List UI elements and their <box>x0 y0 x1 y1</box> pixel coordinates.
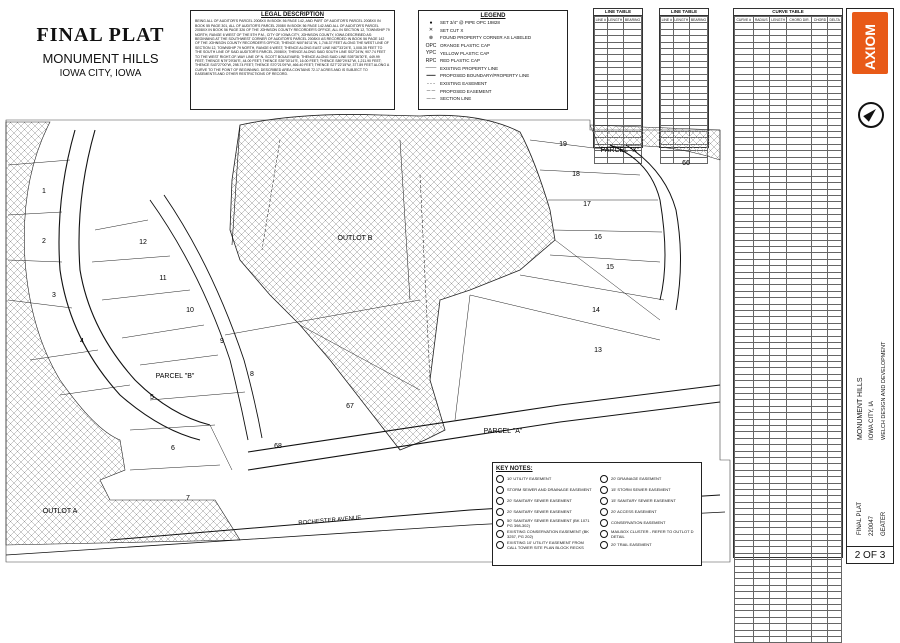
lot-3-label: 3 <box>52 292 56 299</box>
lot-15-label: 15 <box>606 264 614 271</box>
key-note-marker-icon <box>496 475 504 483</box>
table-cell <box>769 636 787 642</box>
lot-18-label: 18 <box>572 171 580 178</box>
legend-symbol: OPC <box>425 42 437 49</box>
title-strip <box>846 8 894 564</box>
company-name: AXIOM <box>862 24 878 70</box>
legend-label: EXISTING EASEMENT <box>440 81 488 87</box>
outlot-b-label: OUTLOT B <box>337 235 373 242</box>
key-note-text: 20' SANITARY SEWER EASEMENT <box>507 498 572 503</box>
key-note-item <box>496 474 594 483</box>
key-notes-box <box>492 462 702 566</box>
key-note-marker-icon <box>496 508 504 516</box>
legend-label: PROPOSED BOUNDARY/PROPERTY LINE <box>440 73 530 79</box>
line-table-1-heading: LINE TABLE <box>594 9 642 16</box>
legend-symbol: - - - <box>427 80 435 87</box>
key-note-text: 20' ACCESS EASEMENT <box>611 509 657 514</box>
lot-16-label: 16 <box>594 234 602 241</box>
legend-label: SET CUT X <box>440 27 464 33</box>
lot-2-label: 2 <box>42 238 46 245</box>
parcel-x-label: PARCEL "X" <box>600 147 640 154</box>
key-note-item <box>496 529 594 538</box>
key-note-text: EXISTING CONSERVATION EASEMENT (BK 3257, PG 202) <box>507 528 589 539</box>
table-cell <box>828 636 842 642</box>
lot-8-label: 8 <box>250 371 254 378</box>
table-cell <box>787 636 812 642</box>
table-column-header: CURVE # <box>736 17 752 22</box>
curve-table-heading: CURVE TABLE <box>734 9 842 16</box>
key-note-text: 20' DRAINAGE EASEMENT <box>611 476 662 481</box>
legend-symbol: ● <box>429 19 433 26</box>
legend-symbol: ─── <box>425 65 437 72</box>
parcel-a-label: PARCEL "A" <box>483 428 523 435</box>
north-arrow-icon <box>858 102 884 128</box>
table-cell <box>753 636 769 642</box>
key-note-marker-icon <box>600 530 608 538</box>
key-note-item <box>600 540 698 549</box>
sheet-number: 2 OF 3 <box>846 546 894 564</box>
key-note-text: 15' SANITARY SEWER EASEMENT <box>611 498 676 503</box>
legend-label: RED PLASTIC CAP <box>440 58 481 64</box>
key-note-item <box>600 507 698 516</box>
lot-17-label: 17 <box>583 201 591 208</box>
key-note-marker-icon <box>600 508 608 516</box>
table-column-header: RADIUS <box>754 17 768 22</box>
lot-12-label: 12 <box>139 239 147 246</box>
key-note-text: STORM SEWER AND DRAINAGE EASEMENT <box>507 487 592 492</box>
key-note-text: 15' STORM SEWER EASEMENT <box>611 487 671 492</box>
lot-4-label: 4 <box>80 338 84 345</box>
sidebar-client: WELCH DESIGN AND DEVELOPMENT <box>881 341 887 440</box>
project-location: IOWA CITY, IOWA <box>59 68 142 79</box>
key-note-item <box>600 529 698 538</box>
legend-label: PROPOSED EASEMENT <box>440 88 492 94</box>
legal-heading: LEGAL DESCRIPTION <box>261 12 324 18</box>
outlot-a-label: OUTLOT A <box>42 508 78 515</box>
legal-text: BEING ALL OF AUDITOR'S PARCEL 2008XX IN BOOK 56 PAGE 142, AND PART OF AUDITOR'S PARCEL 2008XX IN BOOK 55 PAGE 301, ALL OF AUDITOR'S PARCEL 2008X IN BOOK 56 PAGE 142 AND ALL OF AUDITOR'S PARCEL 2008XX IN BOOK 56 PAGE 326 OF THE JOHNSON COUNTY RECORDER'S OFFICE, ALL IN SECTION 12, TOWNSHIP 79 NORTH, RANGE 6 WEST OF THE 5TH P.M., CITY OF IOWA CITY, JOHNSON COUNTY, IOWA DESCRIBED AS: BEGINNING AT THE SOUTHWEST CORNER OF AUDITOR'S PARCEL 2008XX AS RECORDED IN BOOK 56 PAGE 142 OF THE JOHNSON COUNTY RECORDER'S OFFICE; THENCE N00°46'11"W, 1,746.37 FEET ALONG THE WEST LINE OF SECTION 12, TOWNSHIP 79 NORTH, RANGE 6 WEST; THENCE ALONG EAST LINE N87°33'24"E, 1,008.35 FEET TO THE SOUTH LINE OF SAID AUDITOR'S PARCEL 2008XX; THENCE ALONG SAID SOUTH LINE S02°24'W, 907.74 FEET TO THE WEST RIGHT-OF-WAY LINE OF N. SCOTT BOULEVARD; THENCE ALONG SAID LINE S05°36'30"E, 449.99 FEET; THENCE N79°29'36"E, 44.00 FEET; THENCE S39°30'14"E, 16.00 FEET; THENCE S89°29'42"W, 1,211.90 FEET; THENCE S43°27'00"W, 298.74 FEET; THENCE S70°21'09"W, 466.40 FEET; THENCE S27°22'15"W, 377.89 FEET ALONG A CURVE TO THE POINT OF BEGINNING. DESCRIBED AREA CONTAINS 72.17 ACRES AND IS SUBJECT TO EASEMENTS AND OTHER RESTRICTIONS OF RECORD. <box>195 19 390 77</box>
key-note-marker-icon <box>496 541 504 549</box>
legend-symbol: ━━━ <box>426 72 436 79</box>
key-note-item <box>600 496 698 505</box>
lot-1-label: 1 <box>42 188 46 195</box>
legend-symbol: ─·─ <box>426 95 436 102</box>
plat-title: FINAL PLAT <box>36 24 165 46</box>
lot-66-label: 66 <box>682 160 690 167</box>
legend-label: ORANGE PLASTIC CAP <box>440 43 491 49</box>
parcel-b-label: PARCEL "B" <box>155 373 195 380</box>
key-note-item <box>600 474 698 483</box>
key-note-marker-icon <box>600 475 608 483</box>
key-note-text: CONSERVATION EASEMENT <box>611 520 666 525</box>
legend-symbol: RPC <box>425 57 437 64</box>
table-column-header: LENGTH <box>674 17 689 22</box>
key-note-marker-icon <box>600 541 608 549</box>
lot-5-label: 5 <box>150 394 154 401</box>
sidebar-project: MONUMENT HILLS <box>857 377 864 440</box>
legend-label: SECTION LINE <box>440 96 472 102</box>
key-note-item <box>496 507 594 516</box>
key-note-item <box>496 518 594 527</box>
table-column-header: LENGTH <box>608 17 623 22</box>
legend-symbol: ⊗ <box>428 34 434 41</box>
lot-10-label: 10 <box>186 307 194 314</box>
key-note-text: MAILBOX CLUSTER - REFER TO OUTLOT D DETAIL <box>611 528 694 539</box>
lot-68-label: 68 <box>274 443 282 450</box>
table-row <box>735 636 842 642</box>
key-note-text: EXISTING 10' UTILITY EASEMENT FROM CALL TOWER SITE PLAN BLOCK RECKS <box>507 539 584 550</box>
lot-7-label: 7 <box>186 495 190 502</box>
table-column-header: LINE # <box>661 17 672 22</box>
table-column-header: BEARING <box>624 17 641 22</box>
key-note-marker-icon <box>496 519 504 527</box>
key-note-text: 10' UTILITY EASEMENT <box>507 476 552 481</box>
lot-13-label: 13 <box>594 347 602 354</box>
key-note-marker-icon <box>496 530 504 538</box>
table-column-header: LINE # <box>595 17 606 22</box>
outlot-b-area <box>230 114 555 450</box>
key-note-item <box>496 485 594 494</box>
table-column-header: DELTA <box>829 17 840 22</box>
key-note-text: 20' TRAIL EASEMENT <box>611 542 652 547</box>
table-column-header: BEARING <box>690 17 707 22</box>
table-column-header: CHORD DIR. <box>787 17 812 23</box>
axiom-logo <box>852 12 888 74</box>
table-column-header: LENGTH <box>771 17 786 22</box>
outlot-a-area <box>6 122 240 545</box>
project-name: MONUMENT HILLS <box>42 51 159 66</box>
legend-symbol: ─ ─ <box>426 88 436 95</box>
key-note-marker-icon <box>600 486 608 494</box>
legend-label: EXISTING PROPERTY LINE <box>440 65 499 71</box>
lot-14-label: 14 <box>592 307 600 314</box>
rochester-avenue-label: ROCHESTER AVENUE <box>298 515 362 527</box>
legend-label: YELLOW PLASTIC CAP <box>440 50 490 56</box>
table-cell <box>735 636 754 642</box>
key-note-item <box>600 518 698 527</box>
key-note-marker-icon <box>496 497 504 505</box>
lot-11-label: 11 <box>159 275 167 282</box>
key-note-item <box>496 496 594 505</box>
key-note-item <box>496 540 594 549</box>
legend-symbol: YPC <box>425 50 437 57</box>
legend-label: SET 3/4" @ PIPE OPC 19828 <box>440 20 500 26</box>
key-notes-heading: KEY NOTES: <box>496 466 533 472</box>
table-column-header: CHORD <box>813 17 827 22</box>
sidebar-city: IOWA CITY, IA <box>869 400 875 440</box>
sheet-title: FINAL PLAT <box>857 501 863 535</box>
legend-heading: LEGEND <box>480 13 506 19</box>
key-note-marker-icon <box>600 519 608 527</box>
key-note-text: 50' SANITARY SEWER EASEMENT (BK 1071 PG 398-302) <box>507 517 590 528</box>
table-cell <box>812 636 828 642</box>
job-number: 220047 <box>869 515 875 536</box>
legend-symbol: ✕ <box>428 27 434 34</box>
key-note-marker-icon <box>496 486 504 494</box>
line-table-2-heading: LINE TABLE <box>660 9 708 16</box>
lot-67-label: 67 <box>346 403 354 410</box>
legend-label: FOUND PROPERTY CORNER AS LABELED <box>440 35 532 41</box>
lot-9-label: 9 <box>220 338 224 345</box>
lot-6-label: 6 <box>171 445 175 452</box>
key-note-item <box>600 485 698 494</box>
lot-19-label: 19 <box>559 141 567 148</box>
key-note-text: 20' SANITARY SEWER EASEMENT <box>507 509 572 514</box>
drawn-by: GEATER <box>881 511 887 536</box>
key-note-marker-icon <box>600 497 608 505</box>
